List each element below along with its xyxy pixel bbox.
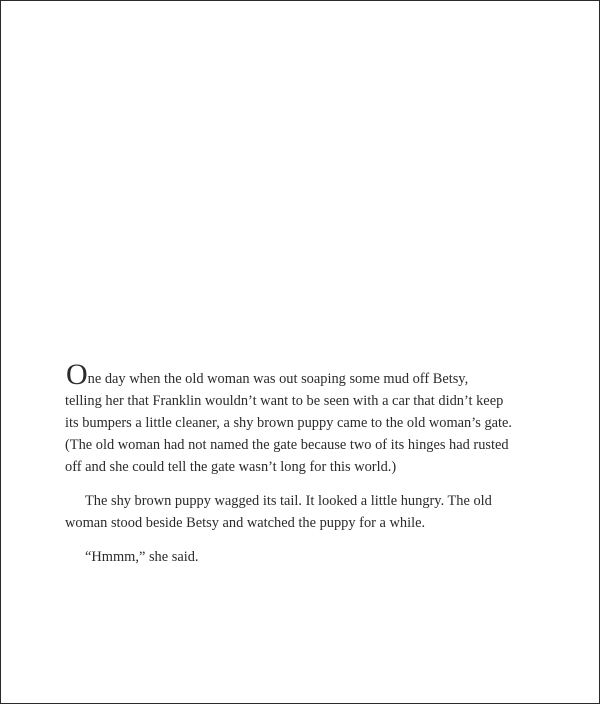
drop-cap: O [66,358,88,391]
paragraph-1-text: ne day when the old woman was out soaping some mud off Betsy, telling her that Franklin wouldn’t want to be seen with a car that didn’t keep its bumpers a little cleaner, a shy brown puppy came to the old woman’s gate. (The old woman had not named the gate because two of its hinges had rusted off and she could tell the gate wasn’t long for this world.) [65,371,513,475]
paragraph-3: “Hmmm,” she said. [85,549,199,565]
paragraph-2: The shy brown puppy wagged its tail. It looked a little hungry. The old woman stood beside Betsy and watched the puppy for a while. [65,493,492,531]
story-text [65,358,565,568]
paragraph-1 [65,358,565,478]
